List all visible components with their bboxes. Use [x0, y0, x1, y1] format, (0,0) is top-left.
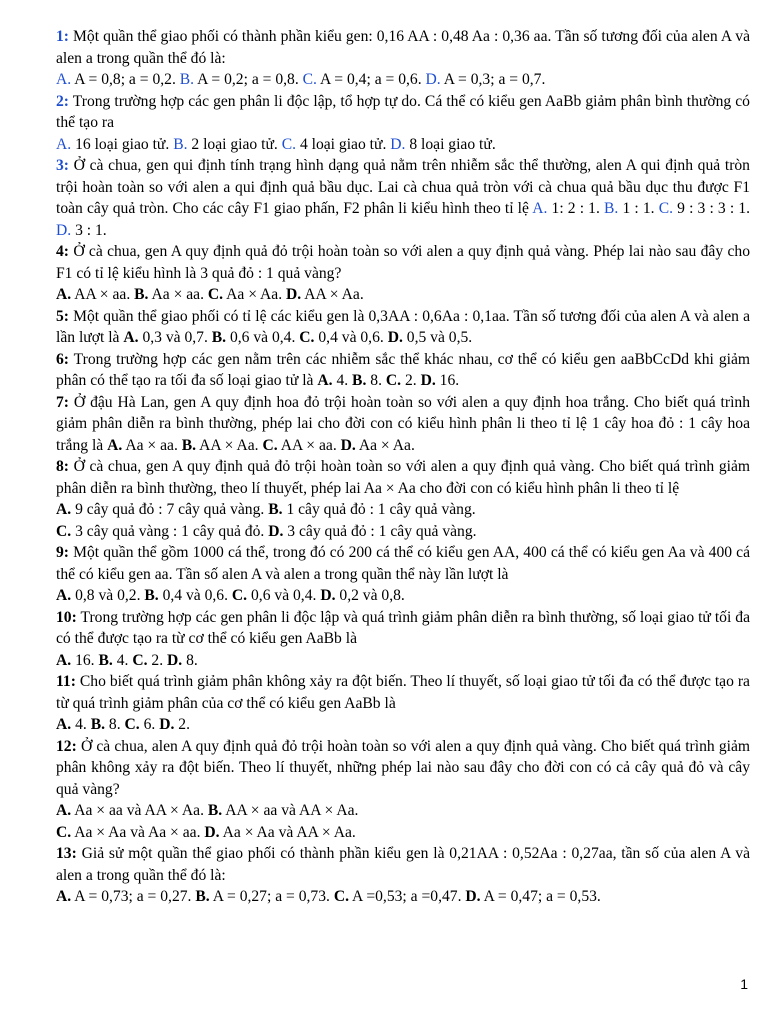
question-number: 5:	[56, 307, 69, 325]
option-label: C.	[658, 200, 674, 217]
option-label: C.	[281, 135, 297, 153]
question-stem: Ở cà chua, gen A quy định quả đỏ trội hoàn toàn so với alen a quy định quả vàng. Cho biết quá trình giảm phân diễn ra bình thường, theo lí thuyết, phép lai Aa × Aa cho đời con có kiểu hình phân li theo tỉ lệ	[56, 458, 750, 497]
option-label: D.	[465, 888, 481, 905]
option-text: 1: 2 : 1.	[551, 200, 600, 217]
option-label: D.	[204, 823, 220, 841]
option-text: 1 : 1.	[622, 200, 655, 217]
option-text: 8 loại giao tử.	[409, 135, 496, 153]
option-label: C.	[262, 436, 278, 454]
option-text: Aa × Aa.	[358, 436, 415, 454]
option-text: 0,8 và 0,2.	[75, 587, 141, 604]
question-list	[56, 26, 750, 908]
option-text: 2.	[404, 372, 417, 389]
option-label: A.	[107, 436, 123, 454]
question-6	[56, 349, 750, 392]
option-text: A = 0,4; a = 0,6.	[320, 71, 422, 88]
option-label: B.	[179, 71, 195, 88]
option-text: 16.	[439, 372, 460, 389]
question-10	[56, 607, 750, 650]
option-text: 0,3 và 0,7.	[142, 329, 208, 346]
answer-line	[56, 585, 750, 607]
option-label: D.	[340, 436, 356, 454]
answer-line	[56, 886, 750, 908]
option-text: Aa × aa và AA × Aa.	[74, 802, 204, 819]
question-number: 9:	[56, 544, 69, 561]
option-text: Aa × Aa.	[226, 286, 283, 303]
option-label: C.	[302, 71, 317, 88]
option-text: 2.	[151, 651, 164, 669]
option-text: 9 cây quả đỏ : 7 cây quả vàng.	[75, 501, 265, 518]
option-label: D.	[159, 716, 175, 733]
option-text: 0,5 và 0,5.	[406, 329, 473, 346]
question-stem: Trong trường hợp các gen phân li độc lập, tổ hợp tự do. Cá thể có kiểu gen AaBb giảm phân bình thường có thể tạo ra	[56, 92, 750, 131]
question-9	[56, 542, 750, 585]
option-text: 16.	[75, 651, 95, 669]
option-label: C.	[56, 823, 72, 841]
question-stem: Ở cà chua, alen A quy định quả đỏ trội hoàn toàn so với alen a quy định quả vàng. Cho biết quá trình giảm phân không xảy ra đột biến. Theo lí thuyết, những phép lai nào sau đây cho đời con có cả cây quả đỏ và cây quả vàng?	[56, 737, 750, 798]
option-text: Aa × Aa và Aa × aa.	[74, 823, 201, 841]
option-text: 9 : 3 : 3 : 1.	[677, 200, 751, 217]
option-label: A.	[56, 802, 72, 819]
option-label: D.	[286, 286, 302, 303]
question-number: 2:	[56, 92, 69, 110]
answer-line	[56, 69, 750, 91]
option-text: 3 cây quả vàng : 1 cây quả đỏ.	[75, 522, 265, 540]
option-text: 2.	[178, 716, 190, 733]
question-number: 6:	[56, 350, 69, 368]
option-text: Aa × aa.	[151, 286, 204, 303]
question-number: 8:	[56, 458, 69, 475]
option-text: 0,2 và 0,8.	[339, 587, 405, 604]
answer-line	[56, 714, 750, 736]
option-label: D.	[420, 372, 436, 389]
option-label: C.	[56, 522, 72, 540]
option-label: B.	[98, 651, 113, 669]
option-text: A = 0,73; a = 0,27.	[74, 888, 192, 905]
question-3	[56, 155, 750, 241]
option-label: B.	[211, 329, 227, 346]
option-label: A.	[56, 888, 72, 905]
question-number: 1:	[56, 28, 69, 45]
option-label: A.	[532, 200, 548, 217]
option-text: AA × aa.	[74, 286, 131, 303]
option-label: A.	[56, 587, 72, 604]
answer-line	[56, 134, 750, 156]
option-label: D.	[390, 135, 406, 153]
option-label: B.	[195, 888, 210, 905]
question-5	[56, 306, 750, 349]
option-label: A.	[123, 329, 139, 346]
option-label: A.	[317, 372, 333, 389]
option-text: A = 0,47; a = 0,53.	[483, 888, 601, 905]
question-number: 7:	[56, 393, 69, 411]
question-12	[56, 736, 750, 801]
question-stem: Ở cà chua, gen A quy định quả đỏ trội hoàn toàn so với alen a quy định quả vàng. Phép lai nào sau đây cho F1 có tỉ lệ kiểu hình là 3 quả đỏ : 1 quả vàng?	[56, 243, 750, 282]
option-label: C.	[333, 888, 349, 905]
question-13	[56, 843, 750, 886]
option-text: A = 0,2; a = 0,8.	[197, 71, 299, 88]
option-label: B.	[134, 286, 149, 303]
question-number: 12:	[56, 737, 77, 755]
question-8	[56, 456, 750, 499]
option-label: A.	[56, 71, 72, 88]
option-label: C.	[124, 716, 140, 733]
option-text: 16 loại giao tử.	[75, 135, 170, 153]
answer-line	[56, 521, 750, 543]
question-7	[56, 392, 750, 457]
option-label: A.	[56, 501, 72, 518]
option-label: D.	[425, 71, 441, 88]
option-text: AA × Aa.	[304, 286, 364, 303]
option-label: A.	[56, 651, 72, 669]
question-4	[56, 241, 750, 284]
option-label: C.	[231, 587, 248, 604]
answer-line	[56, 499, 750, 521]
question-number: 13:	[56, 845, 77, 862]
option-label: A.	[56, 716, 72, 733]
option-label: D.	[268, 522, 284, 540]
question-number: 3:	[56, 157, 69, 174]
question-stem: Trong trường hợp các gen nằm trên các nhiễm sắc thể khác nhau, cơ thể có kiểu gen aaBbCcDd khi giảm phân có thể tạo ra tối đa số loại giao tử là	[56, 350, 750, 389]
option-label: D.	[56, 221, 72, 239]
answer-line	[56, 822, 750, 844]
option-text: 0,4 và 0,6.	[318, 329, 384, 346]
option-label: D.	[387, 329, 403, 346]
page-number: 1	[740, 976, 748, 992]
question-stem: Một quần thể gồm 1000 cá thể, trong đó có 200 cá thể có kiểu gen AA, 400 cá thể có kiểu gen Aa và 400 cá thể có kiểu gen aa. Tần số alen A và alen a trong quần thể này lần lượt là	[56, 544, 750, 583]
question-stem: Trong trường hợp các gen phân li độc lập và quá trình giảm phân diễn ra bình thường, số loại giao tử tối đa có thể được tạo ra từ cơ thể có kiểu gen AaBb là	[56, 608, 750, 647]
option-label: B.	[268, 501, 283, 518]
option-text: AA × Aa.	[199, 436, 259, 454]
question-number: 11:	[56, 673, 76, 690]
option-text: 4.	[116, 651, 129, 669]
option-text: A = 0,3; a = 0,7.	[443, 71, 546, 88]
option-text: 8.	[370, 372, 382, 389]
option-label: B.	[144, 587, 159, 604]
option-text: 4.	[75, 716, 87, 733]
option-text: Aa × aa.	[125, 436, 178, 454]
question-number: 10:	[56, 608, 77, 626]
option-label: C.	[132, 651, 148, 669]
question-stem: Một quần thể giao phối có tỉ lệ các kiểu gen là 0,3AA : 0,6Aa : 0,1aa. Tần số tương đối của alen A và alen a lần lượt là	[56, 307, 750, 346]
option-text: 1 cây quả đỏ : 1 cây quả vàng.	[286, 501, 476, 518]
option-text: A = 0,8; a = 0,2.	[74, 71, 176, 88]
option-text: 8.	[108, 716, 121, 733]
option-label: B.	[352, 372, 367, 389]
option-label: A.	[56, 286, 72, 303]
question-stem: Ở cà chua, gen qui định tính trạng hình dạng quả nằm trên nhiễm sắc thể thường, alen A qui định quả tròn trội hoàn toàn so với alen a qui định quả bầu dục. Lai cà chua quả tròn với cà chua quả bầu dục thu được F1 toàn cây quả tròn. Cho các cây F1 giao phấn, F2 phân li kiểu hình theo tỉ lệ	[56, 157, 750, 217]
option-text: AA × aa.	[280, 436, 337, 454]
option-text: 2 loại giao tử.	[191, 135, 278, 153]
question-number: 4:	[56, 243, 69, 260]
option-text: A = 0,27; a = 0,73.	[212, 888, 330, 905]
option-label: C.	[207, 286, 224, 303]
option-label: C.	[385, 372, 402, 389]
option-text: Aa × Aa và AA × Aa.	[222, 823, 356, 841]
answer-line	[56, 800, 750, 822]
option-label: B.	[207, 802, 223, 819]
question-stem: Một quần thể giao phối có thành phần kiểu gen: 0,16 AA : 0,48 Aa : 0,36 aa. Tần số tương đối của alen A và alen a trong quần thể đó là:	[56, 28, 750, 67]
option-label: D.	[167, 651, 183, 669]
question-11	[56, 671, 750, 714]
option-text: A =0,53; a =0,47.	[352, 888, 462, 905]
option-text: 3 cây quả đỏ : 1 cây quả vàng.	[287, 522, 477, 540]
option-text: 4.	[336, 372, 349, 389]
option-text: 0,4 và 0,6.	[162, 587, 229, 604]
question-stem: Cho biết quá trình giảm phân không xảy ra đột biến. Theo lí thuyết, số loại giao tử tối đa có thể được tạo ra từ quá trình giảm phân của cơ thể có kiểu gen AaBb là	[56, 673, 750, 712]
option-text: 6.	[143, 716, 156, 733]
option-label: B.	[604, 200, 619, 217]
option-label: B.	[173, 135, 188, 153]
option-text: 0,6 và 0,4.	[229, 329, 296, 346]
question-1	[56, 26, 750, 69]
option-label: C.	[299, 329, 315, 346]
question-stem: Giả sử một quần thể giao phối có thành phần kiểu gen là 0,21AA : 0,52Aa : 0,27aa, tần số của alen A và alen a trong quần thể đó là:	[56, 845, 750, 884]
question-stem: Ở đậu Hà Lan, gen A quy định hoa đỏ trội hoàn toàn so với alen a quy định hoa trắng. Cho biết quá trình giảm phân diễn ra bình thường, phép lai cho đời con có kiểu hình phân li theo tỉ lệ 1 cây hoa đỏ : 1 cây hoa trắng là	[56, 393, 750, 454]
option-label: A.	[56, 135, 72, 153]
answer-line	[56, 650, 750, 672]
option-text: 8.	[186, 651, 198, 669]
option-label: D.	[320, 587, 336, 604]
option-label: B.	[181, 436, 197, 454]
option-text: 4 loại giao tử.	[299, 135, 387, 153]
option-label: B.	[90, 716, 105, 733]
option-text: 0,6 và 0,4.	[251, 587, 317, 604]
option-text: AA × aa và AA × Aa.	[225, 802, 359, 819]
question-2	[56, 91, 750, 134]
option-text: 3 : 1.	[75, 221, 107, 239]
answer-line	[56, 284, 750, 306]
